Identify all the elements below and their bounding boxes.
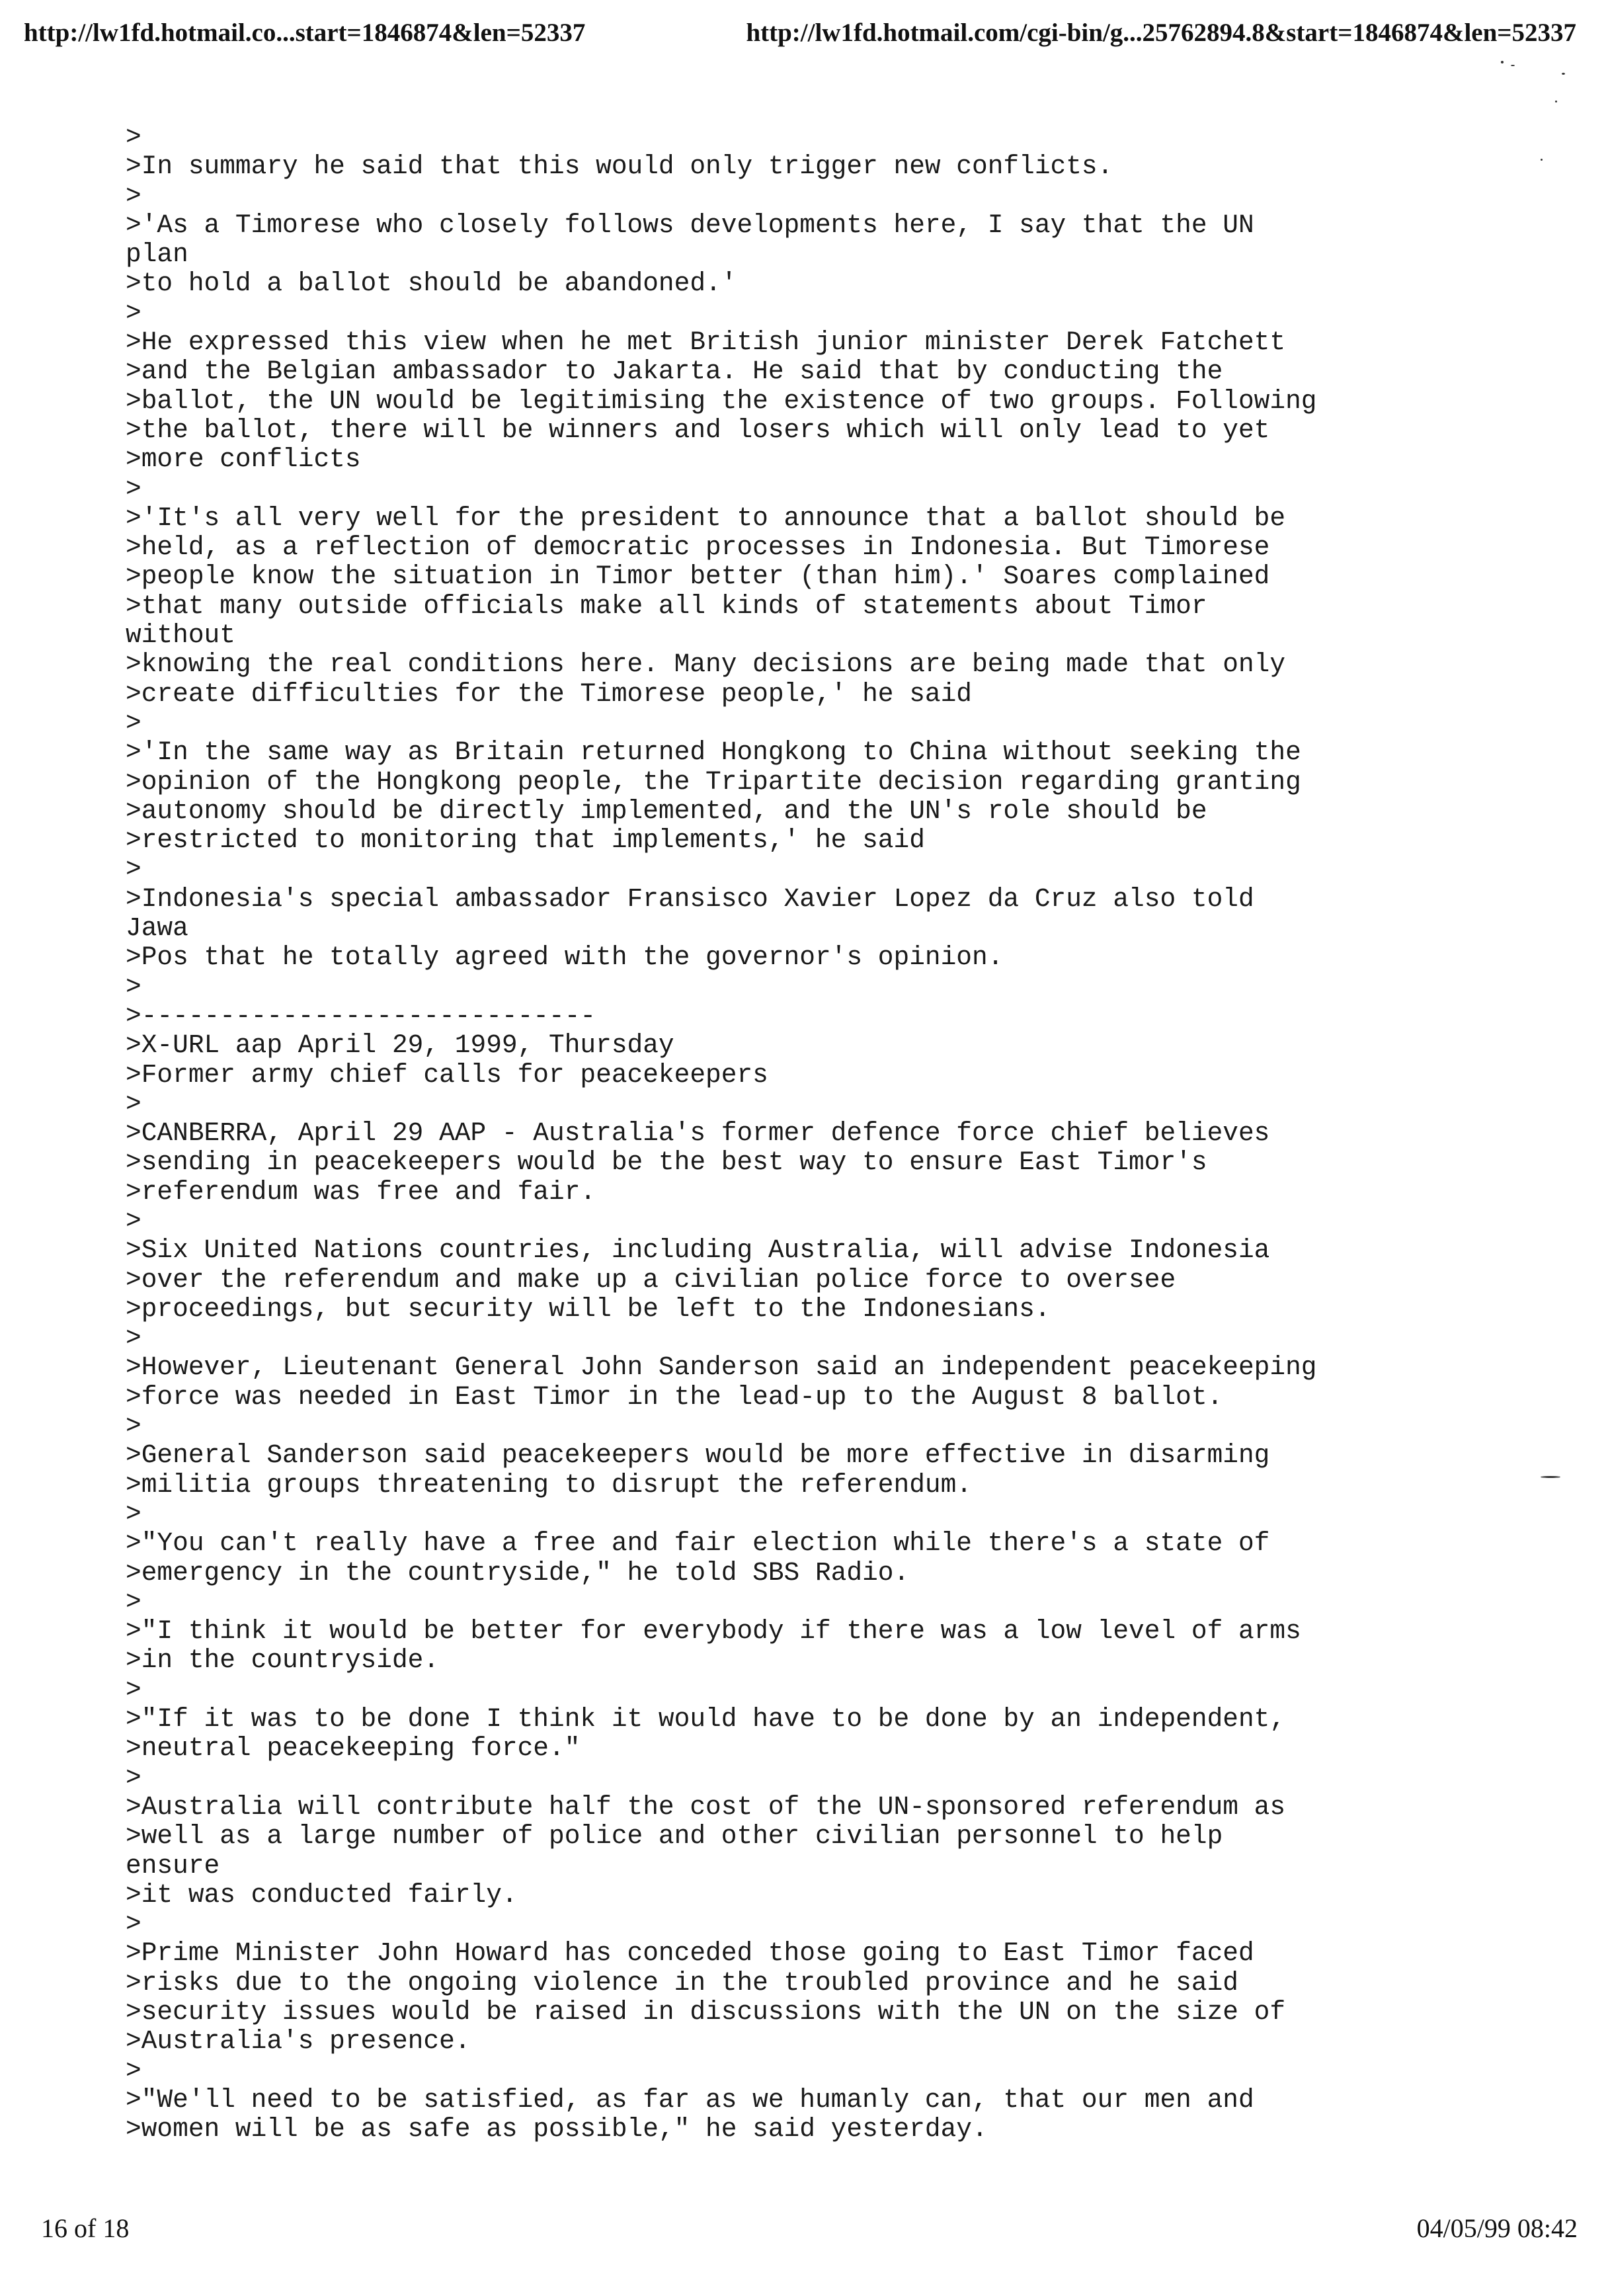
email-body-line: >security issues would be raised in discussions with the UN on the size of bbox=[126, 1997, 1286, 2027]
email-body-line: >emergency in the countryside," he told SBS Radio. bbox=[126, 1557, 910, 1588]
email-body-line: >'It's all very well for the president to announce that a ballot should be bbox=[126, 503, 1286, 533]
email-body-line: > bbox=[126, 1088, 141, 1119]
email-body-line: >Pos that he totally agreed with the governor's opinion. bbox=[126, 942, 1004, 973]
header-right-url: http://lw1fd.hotmail.com/cgi-bin/g...25762894.8&start=1846874&len=52337 bbox=[746, 19, 1576, 47]
email-body-line: >restricted to monitoring that implements,' he said bbox=[126, 825, 925, 856]
email-body-line: >'As a Timorese who closely follows developments here, I say that the UN bbox=[126, 210, 1254, 240]
email-body-line: >more conflicts bbox=[126, 444, 361, 475]
email-body-line: >CANBERRA, April 29 AAP - Australia's former defence force chief believes bbox=[126, 1118, 1270, 1149]
email-body-line: >held, as a reflection of democratic processes in Indonesia. But Timorese bbox=[126, 532, 1270, 563]
email-body-line: >In summary he said that this would only trigger new conflicts. bbox=[126, 151, 1113, 182]
email-body-line: >in the countryside. bbox=[126, 1645, 440, 1676]
email-body-line: >sending in peacekeepers would be the best way to ensure East Timor's bbox=[126, 1147, 1207, 1178]
email-body-line: >proceedings, but security will be left to the Indonesians. bbox=[126, 1293, 1051, 1324]
email-body-line: >to hold a ballot should be abandoned.' bbox=[126, 268, 737, 299]
email-body-line: >knowing the real conditions here. Many decisions are being made that only bbox=[126, 649, 1286, 680]
email-body-line: > bbox=[126, 1206, 141, 1236]
email-body-line: > bbox=[126, 1411, 141, 1442]
email-body-line: >"We'll need to be satisfied, as far as we humanly can, that our men and bbox=[126, 2084, 1254, 2115]
email-body-line: plan bbox=[126, 239, 188, 270]
email-body-line: >autonomy should be directly implemented, and the UN's role should be bbox=[126, 796, 1207, 826]
email-body-line: >ballot, the UN would be legitimising the existence of two groups. Following bbox=[126, 386, 1317, 416]
email-body-line: > bbox=[126, 473, 141, 504]
page-indicator: 16 of 18 bbox=[41, 2213, 130, 2243]
email-body-line: > bbox=[126, 298, 141, 328]
email-body-line: >neutral peacekeeping force." bbox=[126, 1733, 581, 1764]
email-body-line: > bbox=[126, 1909, 141, 1940]
email-body-line: >it was conducted fairly. bbox=[126, 1879, 518, 1910]
email-body-line: >Six United Nations countries, including Australia, will advise Indonesia bbox=[126, 1235, 1270, 1266]
email-body-line: >referendum was free and fair. bbox=[126, 1176, 596, 1207]
email-body-line: >He expressed this view when he met British junior minister Derek Fatchett bbox=[126, 327, 1286, 358]
email-body-line: >----------------------------- bbox=[126, 1001, 596, 1031]
scan-speck bbox=[1541, 1476, 1560, 1478]
email-body bbox=[126, 123, 1448, 2144]
scan-speck bbox=[1555, 101, 1557, 102]
email-body-line: > bbox=[126, 708, 141, 738]
email-body-line: > bbox=[126, 1586, 141, 1617]
email-body-line: > bbox=[126, 971, 141, 1002]
email-body-line: >well as a large number of police and other civilian personnel to help bbox=[126, 1821, 1223, 1852]
header-left-url: http://lw1fd.hotmail.co...start=1846874&len=52337 bbox=[24, 19, 586, 47]
email-body-line: > bbox=[126, 1323, 141, 1354]
email-body-line: without bbox=[126, 620, 235, 651]
email-body-line: >Australia's presence. bbox=[126, 2026, 471, 2057]
email-body-line: >that many outside officials make all kinds of statements about Timor bbox=[126, 591, 1207, 621]
email-body-line: >However, Lieutenant General John Sanderson said an independent peacekeeping bbox=[126, 1352, 1317, 1383]
email-body-line: >"You can't really have a free and fair election while there's a state of bbox=[126, 1528, 1270, 1559]
email-body-line: >"If it was to be done I think it would have to be done by an independent, bbox=[126, 1704, 1286, 1735]
email-body-line: >opinion of the Hongkong people, the Tripartite decision regarding granting bbox=[126, 766, 1301, 797]
email-body-line: >X-URL aap April 29, 1999, Thursday bbox=[126, 1030, 674, 1061]
email-body-line: >Former army chief calls for peacekeepers bbox=[126, 1059, 768, 1090]
email-body-line: >risks due to the ongoing violence in the troubled province and he said bbox=[126, 1967, 1238, 1998]
print-datetime: 04/05/99 08:42 bbox=[1416, 2213, 1578, 2243]
scan-speck bbox=[1501, 61, 1504, 63]
email-body-line: Jawa bbox=[126, 913, 188, 944]
email-body-line: >"I think it would be better for everybody if there was a low level of arms bbox=[126, 1616, 1301, 1647]
email-body-line: >women will be as safe as possible," he said yesterday. bbox=[126, 2114, 988, 2145]
scan-speck bbox=[1541, 159, 1543, 161]
email-body-line: > bbox=[126, 854, 141, 885]
email-body-line: > bbox=[126, 181, 141, 211]
email-body-line: >General Sanderson said peacekeepers would be more effective in disarming bbox=[126, 1440, 1270, 1471]
email-body-line: >over the referendum and make up a civilian police force to oversee bbox=[126, 1264, 1176, 1295]
email-body-line: > bbox=[126, 1762, 141, 1793]
scan-speck bbox=[1562, 73, 1565, 75]
email-body-line: > bbox=[126, 1498, 141, 1529]
email-body-line: > bbox=[126, 122, 141, 152]
email-body-line: >Australia will contribute half the cost of the UN-sponsored referendum as bbox=[126, 1791, 1286, 1822]
email-body-line: >force was needed in East Timor in the lead-up to the August 8 ballot. bbox=[126, 1381, 1223, 1412]
email-body-line: >people know the situation in Timor better (than him).' Soares complained bbox=[126, 561, 1270, 592]
email-body-line: > bbox=[126, 1674, 141, 1705]
email-body-line: >Indonesia's special ambassador Fransisco Xavier Lopez da Cruz also told bbox=[126, 883, 1254, 914]
email-body-line: >the ballot, there will be winners and losers which will only lead to yet bbox=[126, 415, 1270, 445]
email-body-line: > bbox=[126, 2055, 141, 2086]
email-body-line: >militia groups threatening to disrupt the referendum. bbox=[126, 1469, 973, 1500]
email-body-line: >and the Belgian ambassador to Jakarta. He said that by conducting the bbox=[126, 356, 1223, 387]
email-body-line: >'In the same way as Britain returned Hongkong to China without seeking the bbox=[126, 737, 1301, 768]
email-body-line: ensure bbox=[126, 1850, 220, 1881]
email-body-line: >Prime Minister John Howard has conceded those going to East Timor faced bbox=[126, 1938, 1254, 1969]
email-body-line: >create difficulties for the Timorese people,' he said bbox=[126, 678, 973, 709]
scan-speck bbox=[1511, 65, 1515, 66]
